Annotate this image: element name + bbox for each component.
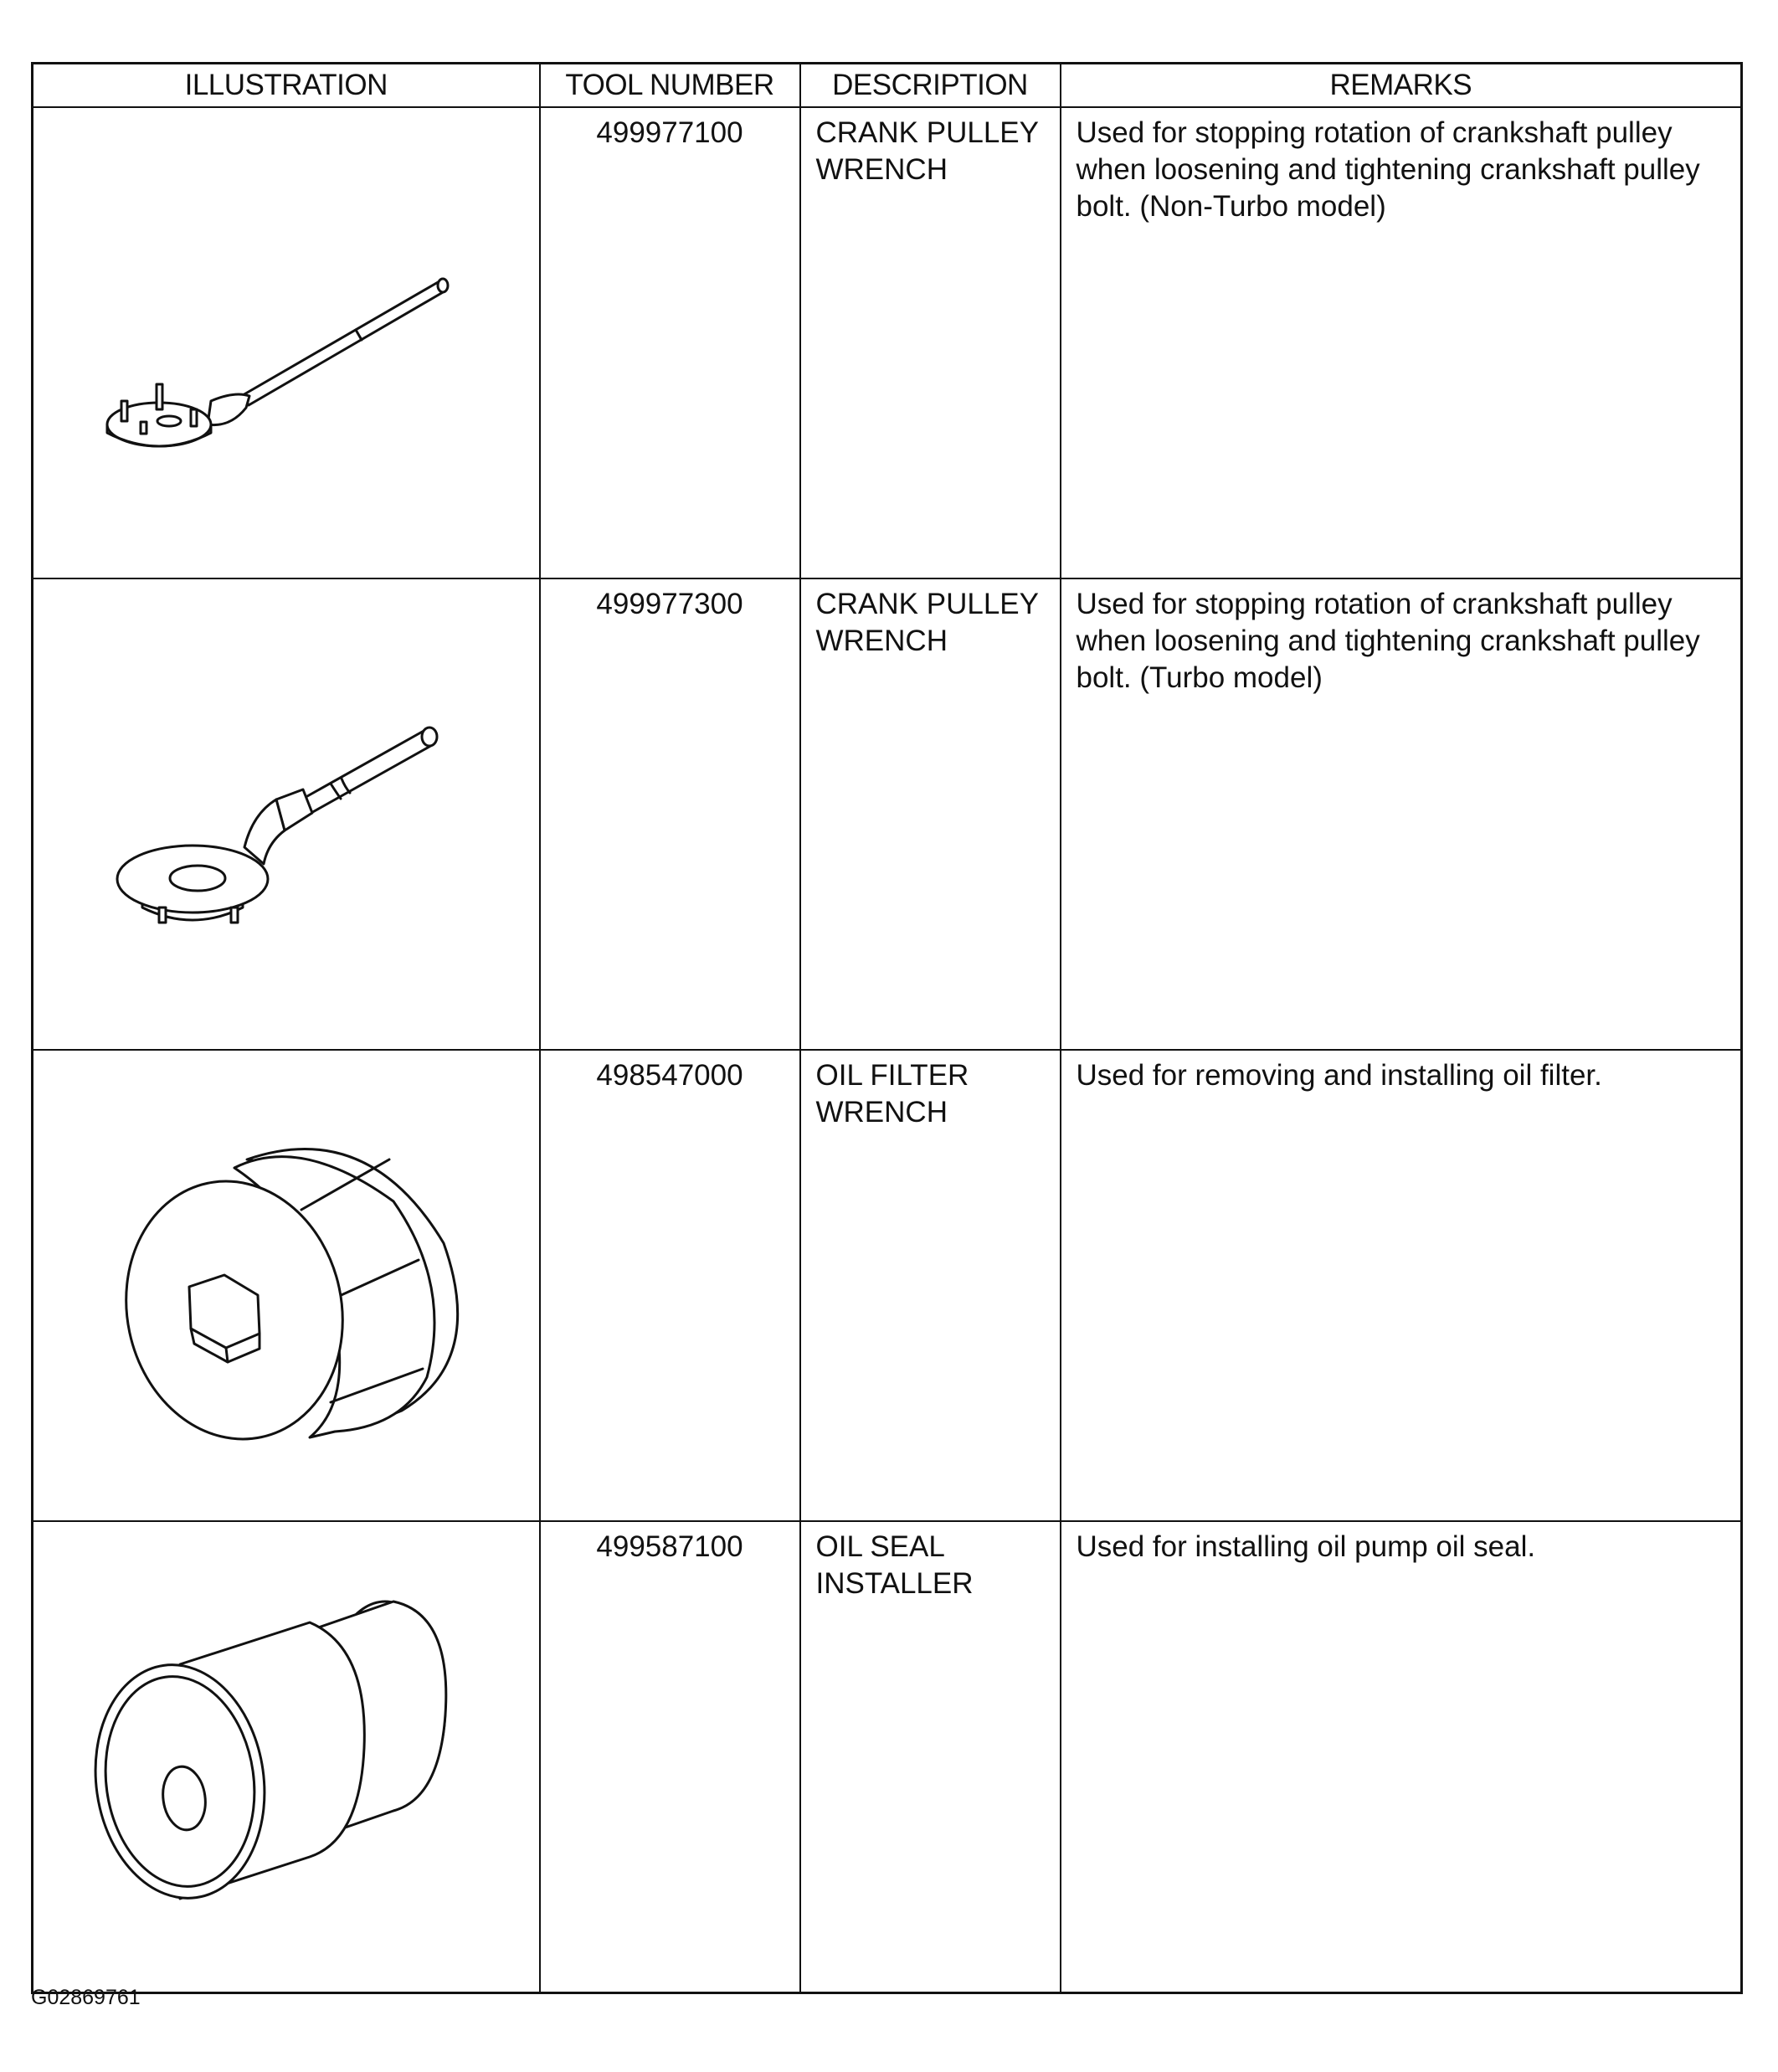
header-tool-number: TOOL NUMBER xyxy=(540,64,800,108)
header-illustration: ILLUSTRATION xyxy=(33,64,540,108)
table-row xyxy=(33,107,1742,578)
oil-seal-installer-icon xyxy=(33,1522,539,1985)
figure-code: G02869761 xyxy=(31,1986,141,2009)
remarks-cell: Used for stopping rotation of crankshaft pulley when loosening and tightening crankshaft pulley bolt. (Turbo model) xyxy=(1061,578,1742,1050)
illustration-cell xyxy=(33,107,540,578)
description-cell: OIL SEAL INSTALLER xyxy=(800,1521,1061,1993)
table-row xyxy=(33,1521,1742,1993)
description-cell: CRANK PULLEY WRENCH xyxy=(800,107,1061,578)
header-description: DESCRIPTION xyxy=(800,64,1061,108)
tool-number-cell: 499587100 xyxy=(540,1521,800,1993)
crank-pulley-wrench-turbo-icon xyxy=(33,579,539,1042)
tool-number-cell: 498547000 xyxy=(540,1050,800,1521)
header-row xyxy=(33,64,1742,108)
table-row xyxy=(33,578,1742,1050)
special-tools-table xyxy=(31,62,1743,1994)
tool-number-cell: 499977300 xyxy=(540,578,800,1050)
remarks-cell: Used for removing and installing oil filter. xyxy=(1061,1050,1742,1521)
illustration-cell xyxy=(33,1521,540,1993)
remarks-cell: Used for installing oil pump oil seal. xyxy=(1061,1521,1742,1993)
crank-pulley-wrench-non-turbo-icon xyxy=(33,108,539,571)
table-row xyxy=(33,1050,1742,1521)
header-remarks: REMARKS xyxy=(1061,64,1742,108)
remarks-cell: Used for stopping rotation of crankshaft pulley when loosening and tightening crankshaft pulley bolt. (Non-Turbo model) xyxy=(1061,107,1742,578)
description-cell: CRANK PULLEY WRENCH xyxy=(800,578,1061,1050)
description-cell: OIL FILTER WRENCH xyxy=(800,1050,1061,1521)
tool-number-cell: 499977100 xyxy=(540,107,800,578)
oil-filter-wrench-icon xyxy=(33,1051,539,1514)
illustration-cell xyxy=(33,1050,540,1521)
illustration-cell xyxy=(33,578,540,1050)
